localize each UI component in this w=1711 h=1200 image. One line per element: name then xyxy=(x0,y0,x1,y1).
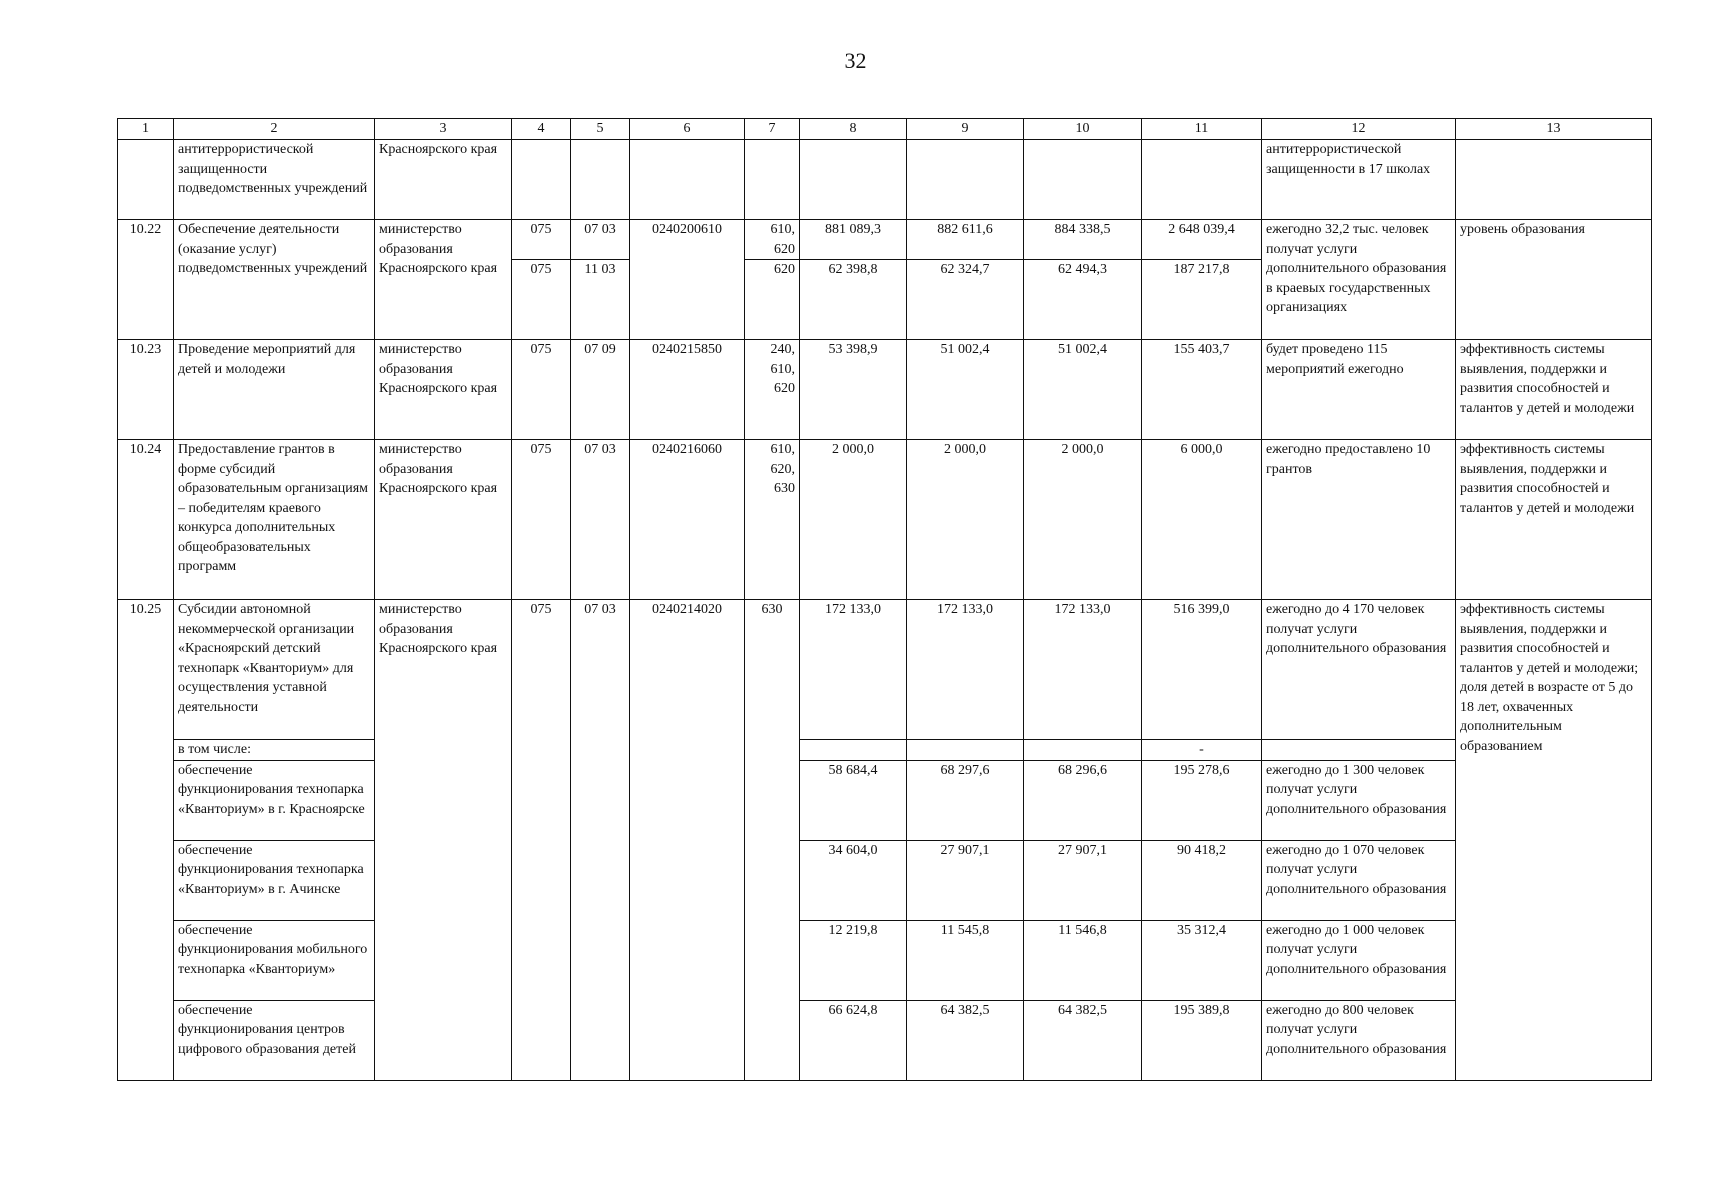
grbs-code: 075 xyxy=(512,600,571,1081)
header-cell: 3 xyxy=(375,119,512,140)
indicator: уровень образования xyxy=(1456,220,1652,340)
target-article: 0240200610 xyxy=(630,220,745,340)
sub-measure-name: обеспечение функционирования технопарка «Кванториум» в г. Красноярске xyxy=(174,760,375,840)
year-2: 2 000,0 xyxy=(907,440,1024,600)
program-measures-table xyxy=(117,118,1652,1081)
target-article: 0240215850 xyxy=(630,340,745,440)
header-cell: 10 xyxy=(1024,119,1142,140)
year-1: 53 398,9 xyxy=(800,340,907,440)
sub-measure-name: обеспечение функционирования технопарка «Кванториум» в г. Ачинске xyxy=(174,840,375,920)
total: 90 418,2 xyxy=(1142,840,1262,920)
year-2: 51 002,4 xyxy=(907,340,1024,440)
total: 2 648 039,4 xyxy=(1142,220,1262,260)
year-2: 11 545,8 xyxy=(907,920,1024,1000)
executor: министерство образования Красноярского края xyxy=(375,440,512,600)
indicator: эффективность системы выявления, поддержки и развития способностей и талантов у детей и молодежи xyxy=(1456,440,1652,600)
table-row xyxy=(118,220,1652,260)
total: 6 000,0 xyxy=(1142,440,1262,600)
expense-type: 620 xyxy=(745,260,800,340)
section-code: 07 03 xyxy=(571,440,630,600)
header-cell: 8 xyxy=(800,119,907,140)
expense-type: 610, 620 xyxy=(745,220,800,260)
section-code: 11 03 xyxy=(571,260,630,340)
section-code: 07 03 xyxy=(571,600,630,1081)
year-1: 12 219,8 xyxy=(800,920,907,1000)
year-2: 882 611,6 xyxy=(907,220,1024,260)
table-row xyxy=(118,440,1652,600)
grbs-code: 075 xyxy=(512,220,571,260)
year-2: 27 907,1 xyxy=(907,840,1024,920)
header-cell: 1 xyxy=(118,119,174,140)
grbs-code: 075 xyxy=(512,260,571,340)
header-cell: 4 xyxy=(512,119,571,140)
expected-result: ежегодно до 4 170 человек получат услуги дополнительного образования xyxy=(1262,600,1456,740)
measure-name: Субсидии автономной некоммерческой организации «Красноярский детский технопарк «Кванториум» для осуществления уставной деятельности xyxy=(174,600,375,740)
expected-result: ежегодно до 800 человек получат услуги дополнительного образования xyxy=(1262,1000,1456,1080)
year-1: 58 684,4 xyxy=(800,760,907,840)
grbs-code: 075 xyxy=(512,440,571,600)
sub-measure-name: обеспечение функционирования мобильного технопарка «Кванториум» xyxy=(174,920,375,1000)
expected-result: будет проведено 115 мероприятий ежегодно xyxy=(1262,340,1456,440)
target-article: 0240216060 xyxy=(630,440,745,600)
row-number: 10.22 xyxy=(118,220,174,340)
indicator: эффективность системы выявления, поддержки и развития способностей и талантов у детей и молодежи xyxy=(1456,340,1652,440)
year-1: 172 133,0 xyxy=(800,600,907,740)
header-cell: 6 xyxy=(630,119,745,140)
year-3: 27 907,1 xyxy=(1024,840,1142,920)
year-3: 172 133,0 xyxy=(1024,600,1142,740)
year-3: 2 000,0 xyxy=(1024,440,1142,600)
year-3: 68 296,6 xyxy=(1024,760,1142,840)
header-cell: 12 xyxy=(1262,119,1456,140)
row-number: 10.23 xyxy=(118,340,174,440)
total: 35 312,4 xyxy=(1142,920,1262,1000)
expense-type: 240, 610, 620 xyxy=(745,340,800,440)
year-1: 34 604,0 xyxy=(800,840,907,920)
table-row xyxy=(118,1000,1652,1080)
expected-result: ежегодно 32,2 тыс. человек получат услуги дополнительного образования в краевых государственных организациях xyxy=(1262,220,1456,340)
header-cell: 5 xyxy=(571,119,630,140)
header-cell: 9 xyxy=(907,119,1024,140)
year-1: 62 398,8 xyxy=(800,260,907,340)
expense-type: 610, 620, 630 xyxy=(745,440,800,600)
year-3: 11 546,8 xyxy=(1024,920,1142,1000)
total: 187 217,8 xyxy=(1142,260,1262,340)
year-3: 51 002,4 xyxy=(1024,340,1142,440)
grbs-code: 075 xyxy=(512,340,571,440)
expected-result: ежегодно до 1 300 человек получат услуги дополнительного образования xyxy=(1262,760,1456,840)
executor: министерство образования Красноярского края xyxy=(375,340,512,440)
year-1: 2 000,0 xyxy=(800,440,907,600)
total: 195 389,8 xyxy=(1142,1000,1262,1080)
table-row xyxy=(118,920,1652,1000)
sub-measure-name: обеспечение функционирования центров цифрового образования детей xyxy=(174,1000,375,1080)
header-cell: 13 xyxy=(1456,119,1652,140)
indicator: эффективность системы выявления, поддержки и развития способностей и талантов у детей и молодежи; доля детей в возрасте от 5 до 18 лет, охваченных дополнительным образованием xyxy=(1456,600,1652,1081)
header-row xyxy=(118,119,1652,140)
year-3: 62 494,3 xyxy=(1024,260,1142,340)
year-3: 884 338,5 xyxy=(1024,220,1142,260)
page-number: 32 xyxy=(844,48,867,73)
executor: министерство образования Красноярского края xyxy=(375,600,512,1081)
executor: министерство образования Красноярского края xyxy=(375,220,512,340)
table-row xyxy=(118,840,1652,920)
table-row xyxy=(118,340,1652,440)
year-2: 64 382,5 xyxy=(907,1000,1024,1080)
expected-result: антитеррористической защищенности в 17 школах xyxy=(1262,140,1456,220)
table-row xyxy=(118,140,1652,220)
measure-name: антитеррористической защищенности подведомственных учреждений xyxy=(174,140,375,220)
row-number: 10.24 xyxy=(118,440,174,600)
year-3: 64 382,5 xyxy=(1024,1000,1142,1080)
measure-name: Предоставление грантов в форме субсидий образовательным организациям – победителям краевого конкурса дополнительных общеобразовательных программ xyxy=(174,440,375,600)
total-dash: - xyxy=(1142,740,1262,761)
section-code: 07 09 xyxy=(571,340,630,440)
year-2: 172 133,0 xyxy=(907,600,1024,740)
expected-result: ежегодно до 1 070 человек получат услуги дополнительного образования xyxy=(1262,840,1456,920)
table-row xyxy=(118,600,1652,740)
expected-result: ежегодно до 1 000 человек получат услуги дополнительного образования xyxy=(1262,920,1456,1000)
total: 195 278,6 xyxy=(1142,760,1262,840)
row-number: 10.25 xyxy=(118,600,174,1081)
expense-type: 630 xyxy=(745,600,800,1081)
table-row xyxy=(118,760,1652,840)
header-cell: 11 xyxy=(1142,119,1262,140)
year-2: 68 297,6 xyxy=(907,760,1024,840)
year-1: 881 089,3 xyxy=(800,220,907,260)
header-cell: 7 xyxy=(745,119,800,140)
including-label: в том числе: xyxy=(174,740,375,761)
executor: Красноярского края xyxy=(375,140,512,220)
year-1: 66 624,8 xyxy=(800,1000,907,1080)
expected-result: ежегодно предоставлено 10 грантов xyxy=(1262,440,1456,600)
year-2: 62 324,7 xyxy=(907,260,1024,340)
target-article: 0240214020 xyxy=(630,600,745,1081)
measure-name: Обеспечение деятельности (оказание услуг) подведомственных учреждений xyxy=(174,220,375,340)
total: 155 403,7 xyxy=(1142,340,1262,440)
section-code: 07 03 xyxy=(571,220,630,260)
table-row xyxy=(118,740,1652,761)
measure-name: Проведение мероприятий для детей и молодежи xyxy=(174,340,375,440)
total: 516 399,0 xyxy=(1142,600,1262,740)
header-cell: 2 xyxy=(174,119,375,140)
